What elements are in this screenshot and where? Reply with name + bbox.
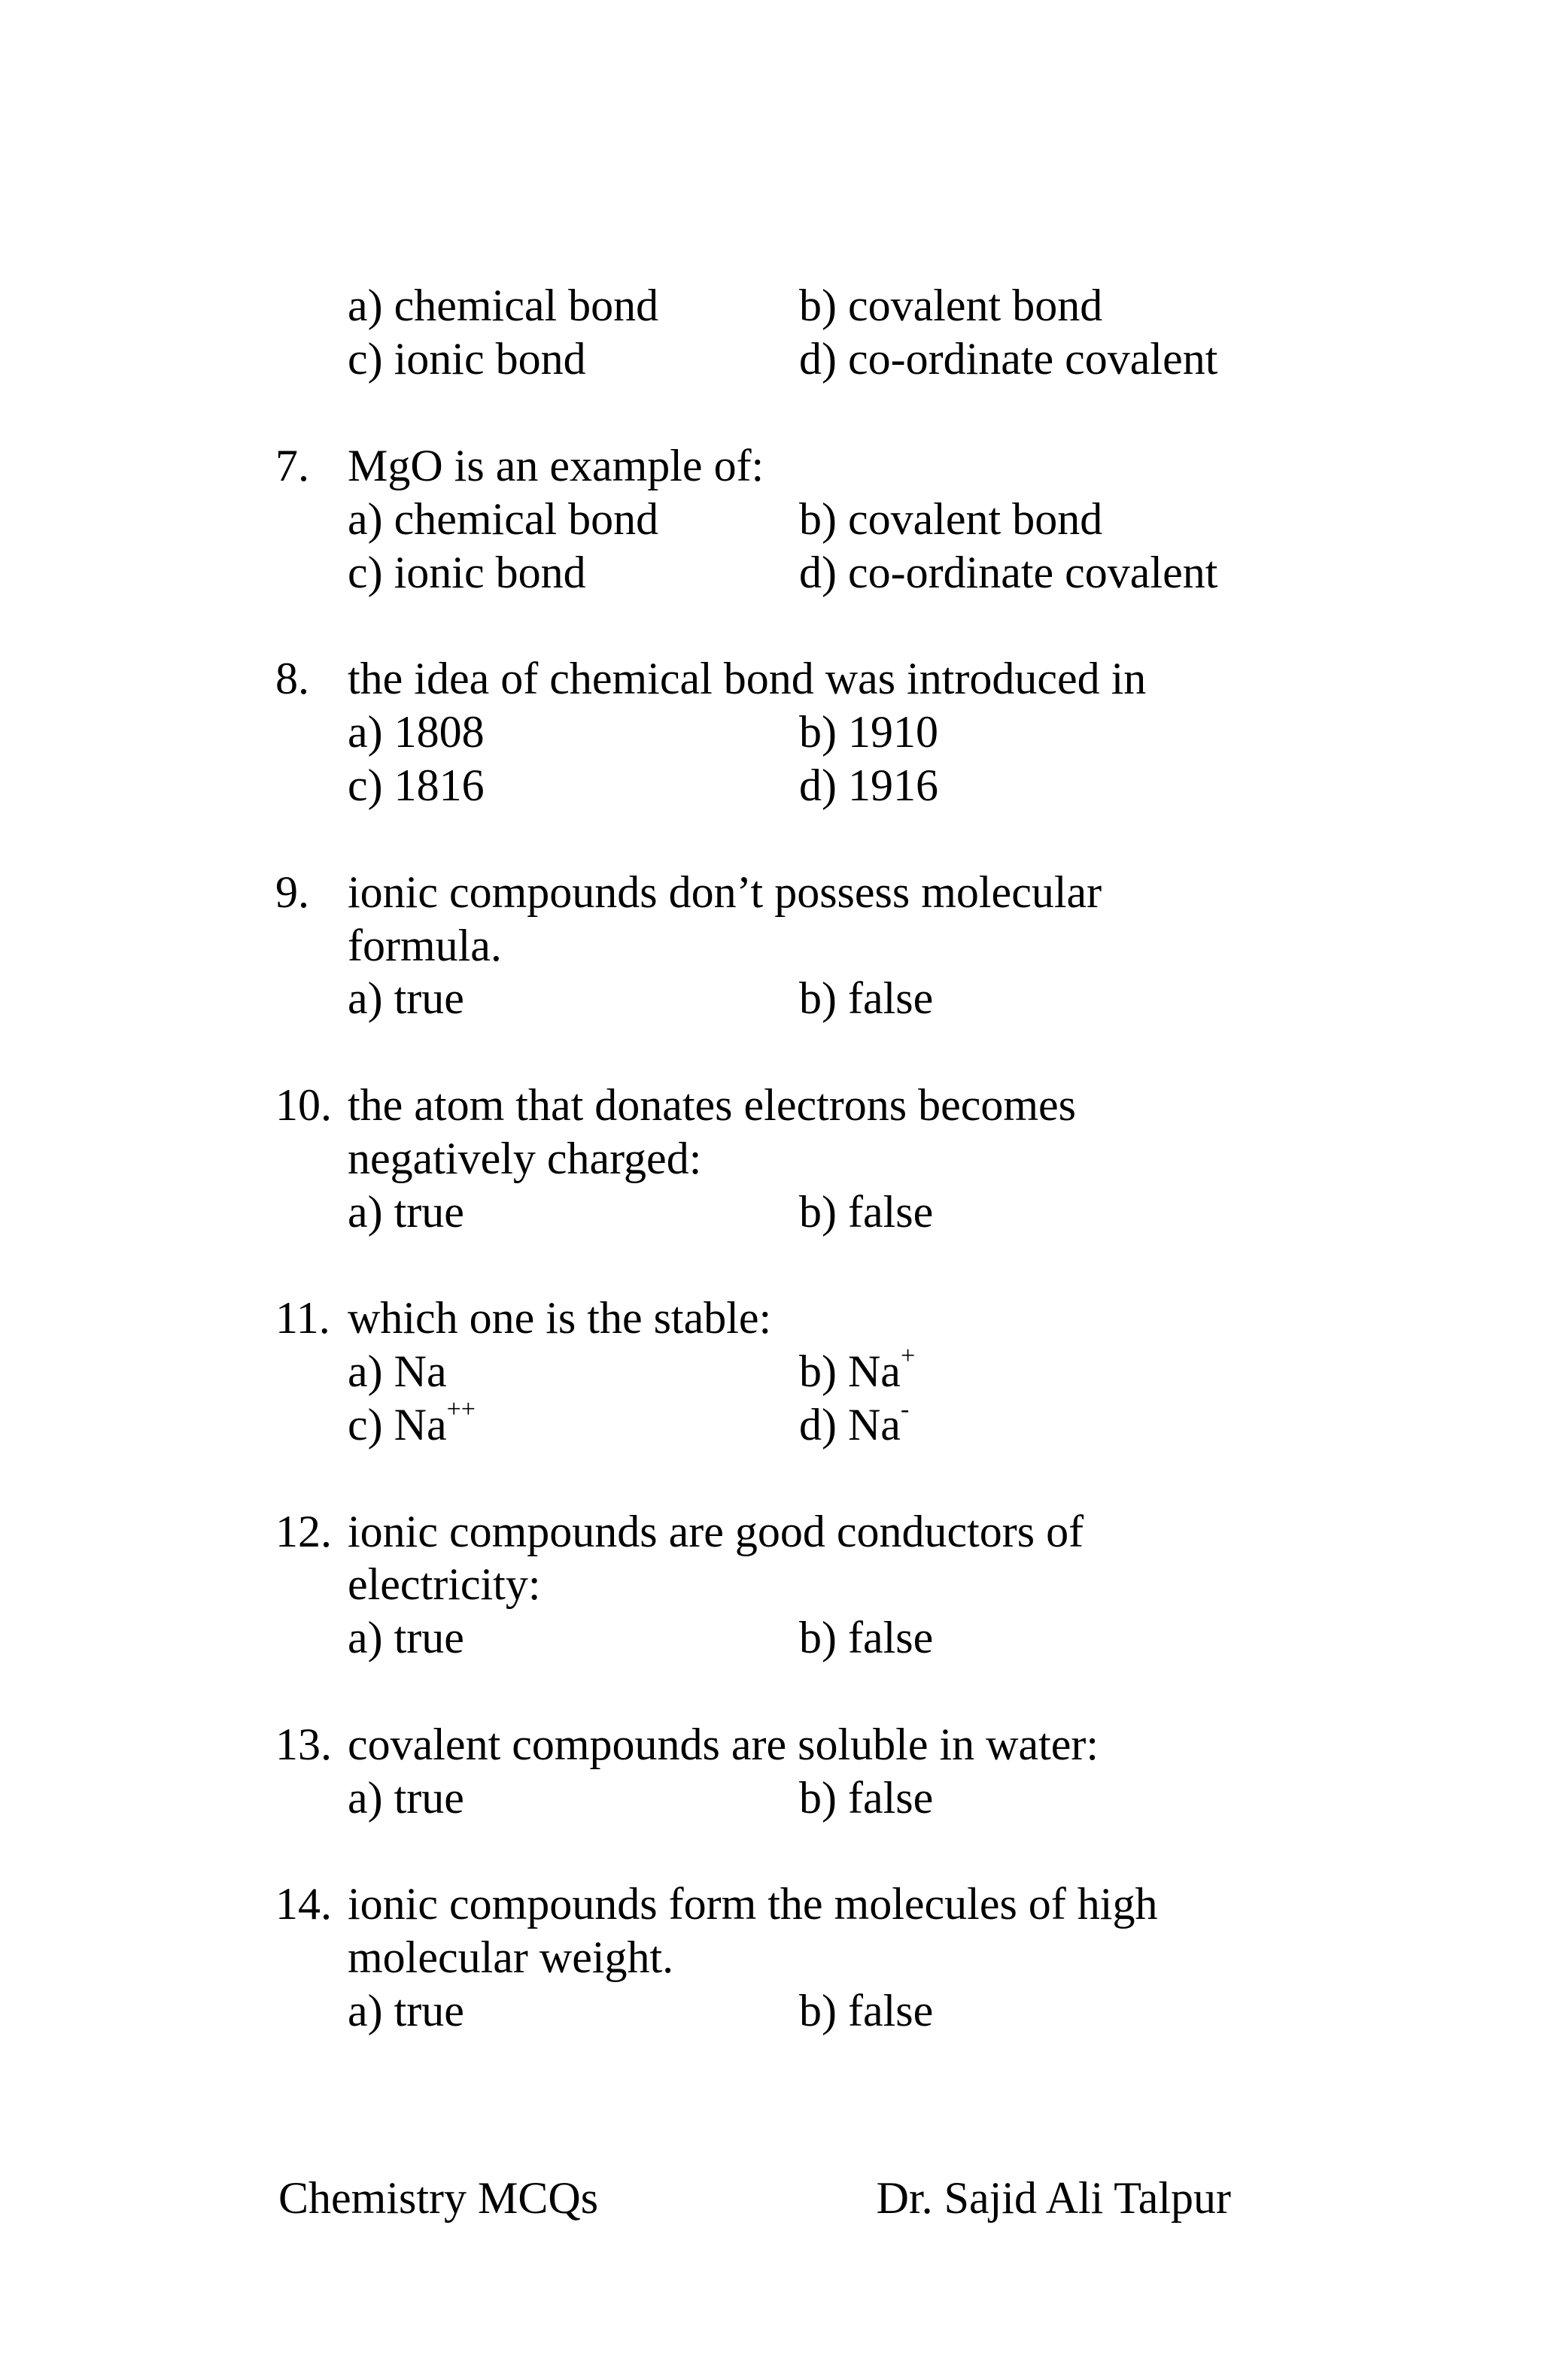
footer-left: Chemistry MCQs [278,2173,599,2223]
option-c: c) ionic bond [348,334,586,384]
option-b: b) 1910 [799,707,938,757]
question-text: which one is the stable: [348,1293,772,1343]
question-number: 13. [275,1720,332,1769]
question-number: 12. [275,1507,332,1556]
question-text: ionic compounds form the molecules of high [348,1879,1158,1929]
option-b: b) false [799,1613,934,1662]
question-text: the idea of chemical bond was introduced in [348,654,1147,703]
option-b: b) false [799,1187,934,1237]
superscript-charge: - [900,1395,910,1423]
question-text: ionic compounds don’t possess molecular [348,867,1102,917]
question-number: 7. [275,441,309,490]
option-a: a) true [348,1773,464,1823]
question-text: covalent compounds are soluble in water: [348,1720,1099,1769]
option-a: a) 1808 [348,707,485,757]
option-a: a) chemical bond [348,494,659,544]
option-a: a) true [348,973,464,1023]
option-a: a) true [348,1986,464,2035]
option-a: a) chemical bond [348,281,659,330]
option-d: d) co-ordinate covalent [799,548,1218,597]
superscript-charge: ++ [446,1395,476,1423]
option-a: a) true [348,1187,464,1237]
footer-right: Dr. Sajid Ali Talpur [876,2173,1231,2223]
option-d [799,1395,910,1450]
option-b [799,1342,916,1396]
question-text: electricity: [348,1559,541,1609]
question-number: 9. [275,867,309,917]
option-d-text: d) Na [799,1400,901,1450]
question-text: molecular weight. [348,1932,674,1982]
option-c-text: c) Na [348,1400,447,1450]
question-number: 11. [275,1293,330,1343]
question-text: MgO is an example of: [348,441,764,490]
question-number: 10. [275,1080,332,1130]
option-b: b) false [799,1773,934,1823]
option-a: a) true [348,1613,464,1662]
option-b: b) covalent bond [799,494,1103,544]
option-c: c) ionic bond [348,548,586,597]
option-d: d) 1916 [799,760,938,810]
option-b: b) covalent bond [799,281,1103,330]
question-number: 8. [275,654,309,703]
question-text: the atom that donates electrons becomes [348,1080,1076,1130]
option-c: c) 1816 [348,760,485,810]
question-number: 14. [275,1879,332,1929]
option-b-text: b) Na [799,1346,901,1396]
option-a: a) Na [348,1346,447,1396]
question-text: ionic compounds are good conductors of [348,1507,1084,1556]
question-text: negatively charged: [348,1134,702,1183]
question-text: formula. [348,921,502,970]
option-b: b) false [799,1986,934,2035]
option-b: b) false [799,973,934,1023]
superscript-charge: + [900,1342,916,1370]
option-c [348,1395,476,1450]
option-d: d) co-ordinate covalent [799,334,1218,384]
